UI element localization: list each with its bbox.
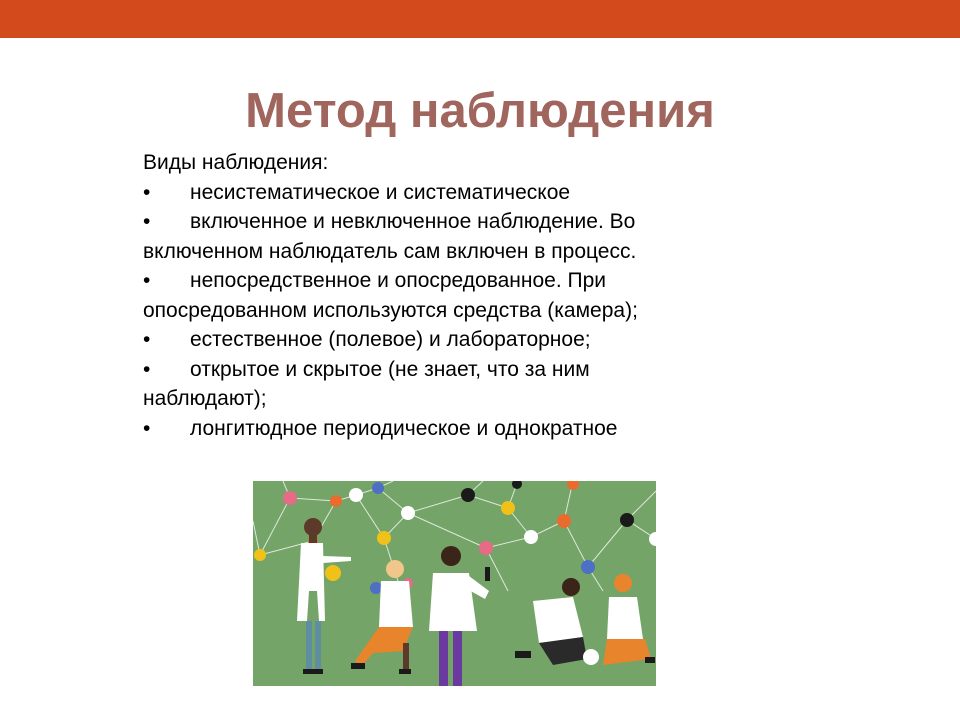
bullet-marker: • bbox=[143, 328, 151, 351]
bullet-item bbox=[143, 355, 733, 385]
bullet-marker: • bbox=[143, 180, 151, 204]
bullet-text: естественное (полевое) и лабораторное; bbox=[190, 328, 591, 351]
bullet-text: открытое и скрытое (не знает, что за ним bbox=[190, 357, 590, 381]
bullet-item bbox=[143, 207, 733, 237]
bullet-text: несистематическое и систематическое bbox=[190, 180, 571, 204]
bullet-text: лонгитюдное периодическое и однократное bbox=[190, 416, 618, 440]
bullet-marker: • bbox=[143, 357, 151, 381]
bullet-item bbox=[143, 325, 733, 355]
bullet-marker: • bbox=[143, 416, 151, 440]
intro-line: Виды наблюдения: bbox=[143, 151, 329, 174]
bullet-text: непосредственное и опосредованное. При bbox=[190, 269, 607, 292]
scientists-network-illustration bbox=[253, 481, 656, 686]
bullet-text: включенное и невключенное наблюдение. Во bbox=[190, 210, 636, 233]
bullet-item bbox=[143, 266, 733, 296]
bullet-marker: • bbox=[143, 210, 151, 233]
slide-body bbox=[143, 148, 733, 443]
bullet-item bbox=[143, 178, 733, 208]
bullet-continuation: наблюдают); bbox=[143, 387, 267, 410]
top-accent-bar bbox=[0, 0, 960, 38]
illustration-svg bbox=[253, 481, 656, 686]
bullet-continuation: опосредованном используются средства (камера); bbox=[143, 298, 638, 322]
bullet-continuation: включенном наблюдатель сам включен в процесс. bbox=[143, 239, 637, 263]
slide-title: Метод наблюдения bbox=[245, 84, 715, 138]
bullet-item bbox=[143, 414, 733, 444]
bullet-marker: • bbox=[143, 269, 151, 292]
